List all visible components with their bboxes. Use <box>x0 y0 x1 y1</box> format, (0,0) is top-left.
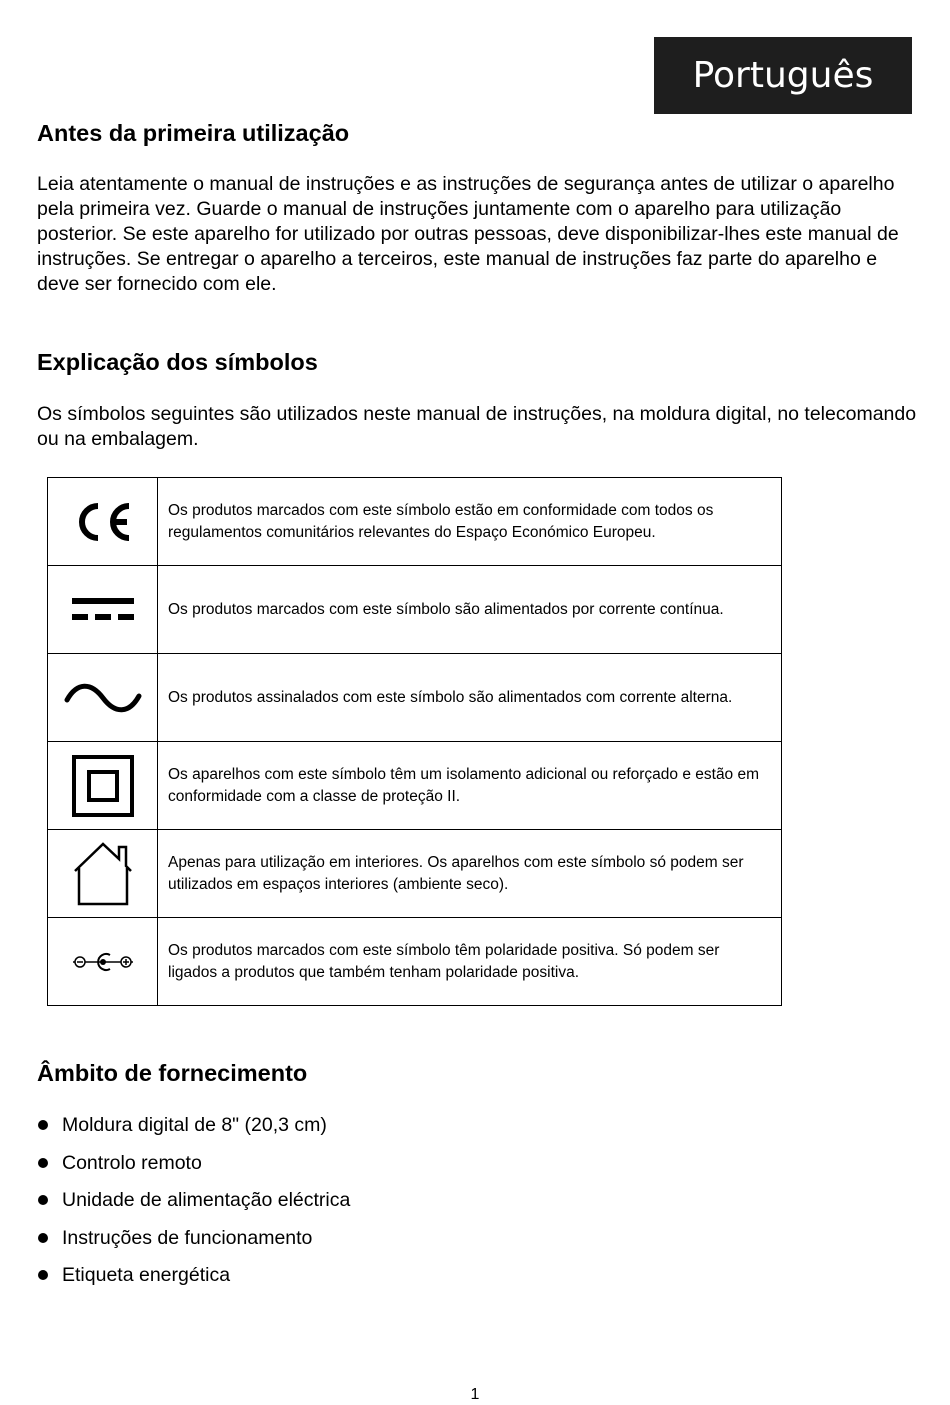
table-row <box>48 742 782 830</box>
symbol-icon-cell <box>48 478 158 566</box>
symbol-description: Apenas para utilização em interiores. Os aparelhos com este símbolo só podem ser utilizados em espaços interiores (ambiente seco). <box>158 830 782 918</box>
ce-mark-icon <box>71 500 135 544</box>
table-row <box>48 830 782 918</box>
paragraph-symbol-explanation: Os símbolos seguintes são utilizados neste manual de instruções, na moldura digital, no telecomando ou na embalagem. <box>37 403 917 450</box>
paragraph-before-first-use: Leia atentamente o manual de instruções e as instruções de segurança antes de utilizar o aparelho pela primeira vez. Guarde o manual de instruções juntamente com o aparelho para utilização posterior. Se este aparelho for utilizado por outras pessoas, deve disponibilizar-lhes este manual de instruções. Se entregar o aparelho a terceiros, este manual de instruções faz parte do aparelho e deve ser fornecido com ele. <box>37 173 899 295</box>
symbol-icon-cell <box>48 566 158 654</box>
table-row <box>48 654 782 742</box>
list-item <box>37 1149 350 1187</box>
list-item <box>37 1261 350 1299</box>
bullet-icon <box>38 1233 48 1243</box>
language-tab: Português <box>654 37 912 114</box>
list-item-label: Controlo remoto <box>62 1151 202 1174</box>
table-row <box>48 566 782 654</box>
symbol-description: Os produtos marcados com este símbolo estão em conformidade com todos os regulamentos comunitários relevantes do Espaço Económico Europeu. <box>158 478 782 566</box>
symbol-icon-cell <box>48 654 158 742</box>
list-item-label: Moldura digital de 8" (20,3 cm) <box>62 1114 327 1136</box>
alternating-current-icon <box>63 678 143 718</box>
symbol-icon-cell <box>48 918 158 1006</box>
symbol-description: Os aparelhos com este símbolo têm um isolamento adicional ou reforçado e estão em conformidade com a classe de proteção II. <box>158 742 782 830</box>
table-row <box>48 478 782 566</box>
list-item <box>37 1224 350 1262</box>
symbols-table <box>47 477 782 1006</box>
list-item <box>37 1186 350 1224</box>
bullet-icon <box>38 1270 48 1280</box>
page-number: 1 <box>470 1386 480 1403</box>
symbol-description: Os produtos assinalados com este símbolo são alimentados com corrente alterna. <box>158 654 782 742</box>
list-item-label: Etiqueta energética <box>62 1264 231 1286</box>
direct-current-icon <box>71 595 135 625</box>
positive-polarity-icon <box>71 951 135 973</box>
list-item-label: Unidade de alimentação eléctrica <box>62 1189 351 1211</box>
bullet-icon <box>38 1158 48 1168</box>
heading-scope-of-delivery: Âmbito de fornecimento <box>37 1060 308 1086</box>
heading-before-first-use: Antes da primeira utilização <box>37 120 350 146</box>
table-row <box>48 918 782 1006</box>
heading-symbol-explanation: Explicação dos símbolos <box>37 349 318 375</box>
scope-of-delivery-list <box>37 1111 350 1299</box>
symbol-description: Os produtos marcados com este símbolo são alimentados por corrente contínua. <box>158 566 782 654</box>
list-item <box>37 1111 350 1149</box>
indoor-use-house-icon <box>71 841 135 907</box>
symbol-icon-cell <box>48 830 158 918</box>
bullet-icon <box>38 1195 48 1205</box>
symbol-icon-cell <box>48 742 158 830</box>
symbol-description: Os produtos marcados com este símbolo têm polaridade positiva. Só podem ser ligados a produtos que também tenham polaridade positiva. <box>158 918 782 1006</box>
bullet-icon <box>38 1120 48 1130</box>
list-item-label: Instruções de funcionamento <box>62 1226 313 1249</box>
double-insulation-icon <box>71 754 135 818</box>
